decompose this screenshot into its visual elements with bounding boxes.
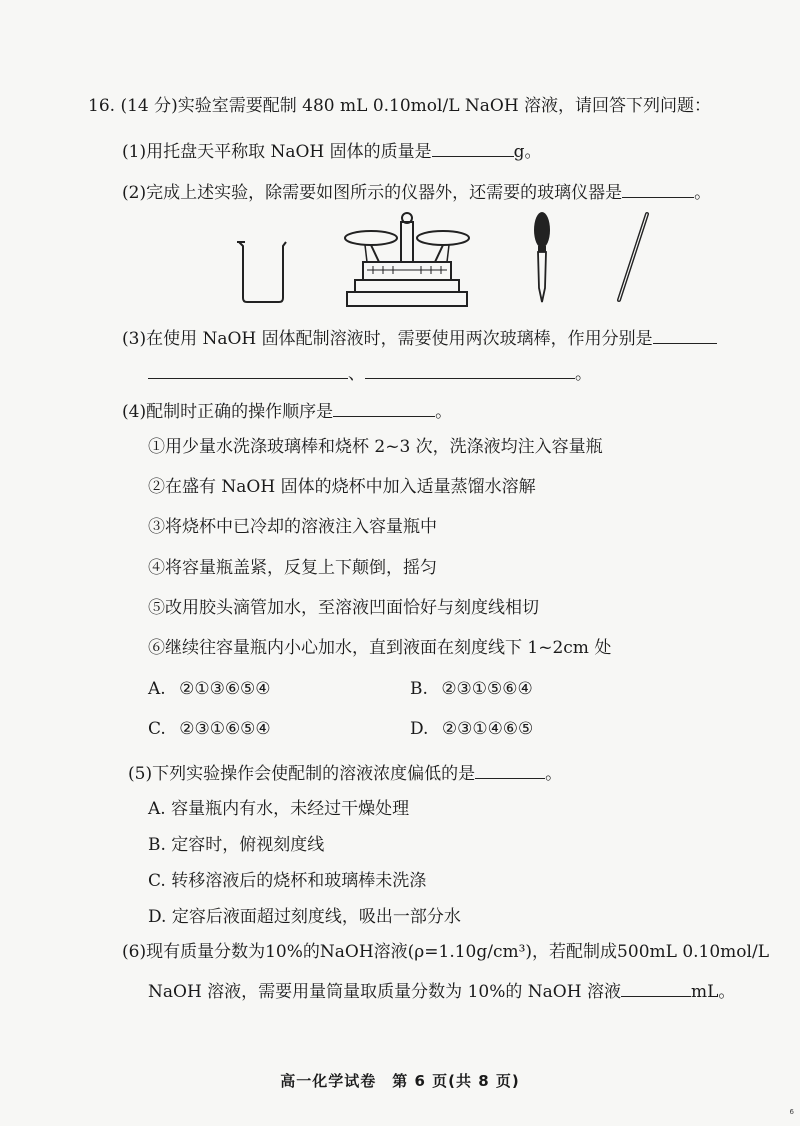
corner-page-mark: 6 — [789, 1108, 794, 1116]
dropper-icon — [530, 210, 554, 305]
apparatus-figure — [225, 210, 665, 310]
answer-blank-3a[interactable] — [148, 362, 348, 379]
answer-blank-1[interactable] — [432, 140, 514, 157]
part-4-prefix: (4)配制时正确的操作顺序是 — [122, 402, 334, 422]
beaker-icon — [235, 240, 290, 304]
part-2 — [122, 181, 711, 204]
step-6: ⑥继续往容量瓶内小心加水，直到液面在刻度线下 1~2cm 处 — [148, 638, 612, 658]
question-number: 16. — [88, 96, 116, 116]
glass-rod-icon — [613, 210, 653, 305]
question-intro: (14 分)实验室需要配制 480 mL 0.10mol/L NaOH 溶液，请回答下列问题： — [120, 96, 712, 116]
part-3-end: 。 — [575, 364, 592, 384]
answer-blank-4[interactable] — [333, 400, 435, 417]
step-5: ⑤改用胶头滴管加水，至溶液凹面恰好与刻度线相切 — [148, 598, 539, 618]
step-1: ①用少量水洗涤玻璃棒和烧杯 2~3 次，洗涤液均注入容量瓶 — [148, 437, 603, 457]
choice-label: B. — [410, 679, 428, 699]
choice-5-c[interactable]: C. 转移溶液后的烧杯和玻璃棒未洗涤 — [148, 871, 427, 891]
choice-4-b[interactable] — [410, 678, 533, 700]
part-6-prefix: NaOH 溶液，需要用量筒量取质量分数为 10%的 NaOH 溶液 — [148, 982, 621, 1002]
part-1-prefix: (1)用托盘天平称取 NaOH 固体的质量是 — [122, 142, 432, 162]
balance-icon — [343, 210, 471, 310]
part-6-line-2 — [148, 980, 735, 1003]
choice-label: C. — [148, 719, 166, 739]
choice-label: D. — [410, 719, 429, 739]
answer-blank-6[interactable] — [621, 980, 691, 997]
part-6-suffix: mL。 — [690, 982, 736, 1002]
part-2-prefix: (2)完成上述实验，除需要如图所示的仪器外，还需要的玻璃仪器是 — [122, 183, 623, 203]
part-3-separator: 、 — [348, 364, 365, 384]
part-4-suffix: 。 — [435, 402, 453, 422]
choice-4-c[interactable] — [148, 718, 271, 740]
part-6-line-1: (6)现有质量分数为10%的NaOH溶液(ρ=1.10g/cm³)，若配制成500mL 0.10mol/L — [122, 942, 769, 962]
part-2-suffix: 。 — [694, 183, 712, 203]
answer-blank-2[interactable] — [622, 181, 694, 198]
part-3-line-2 — [148, 362, 592, 385]
part-3 — [122, 327, 717, 350]
choice-5-d[interactable]: D. 定容后液面超过刻度线，吸出一部分水 — [148, 907, 461, 927]
choice-5-b[interactable]: B. 定容时，俯视刻度线 — [148, 835, 325, 855]
part-5 — [128, 762, 562, 785]
choice-text: ②③①④⑥⑤ — [441, 719, 534, 739]
page-footer: 高一化学试卷 第 6 页(共 8 页) — [280, 1072, 520, 1090]
answer-blank-3b[interactable] — [365, 362, 575, 379]
step-4: ④将容量瓶盖紧，反复上下颠倒，摇匀 — [148, 558, 437, 578]
part-3-text: (3)在使用 NaOH 固体配制溶液时，需要使用两次玻璃棒，作用分别是 — [122, 329, 653, 349]
choice-4-d[interactable] — [410, 718, 533, 740]
choice-label: A. — [148, 679, 166, 699]
part-5-prefix: (5)下列实验操作会使配制的溶液浓度偏低的是 — [128, 764, 476, 784]
step-2: ②在盛有 NaOH 固体的烧杯中加入适量蒸馏水溶解 — [148, 477, 536, 497]
choice-4-a[interactable] — [148, 678, 271, 700]
choice-text: ②③①⑥⑤④ — [179, 719, 271, 739]
step-3: ③将烧杯中已冷却的溶液注入容量瓶中 — [148, 517, 437, 537]
question-header — [88, 95, 711, 117]
choice-text: ②①③⑥⑤④ — [179, 679, 271, 699]
choice-text: ②③①⑤⑥④ — [441, 679, 533, 699]
part-4 — [122, 400, 452, 423]
part-5-suffix: 。 — [545, 764, 563, 784]
answer-blank-3a-start[interactable] — [653, 327, 717, 344]
choice-5-a[interactable]: A. 容量瓶内有水，未经过干燥处理 — [148, 799, 410, 819]
part-1 — [122, 140, 542, 163]
answer-blank-5[interactable] — [475, 762, 545, 779]
part-1-suffix: g。 — [513, 142, 542, 162]
